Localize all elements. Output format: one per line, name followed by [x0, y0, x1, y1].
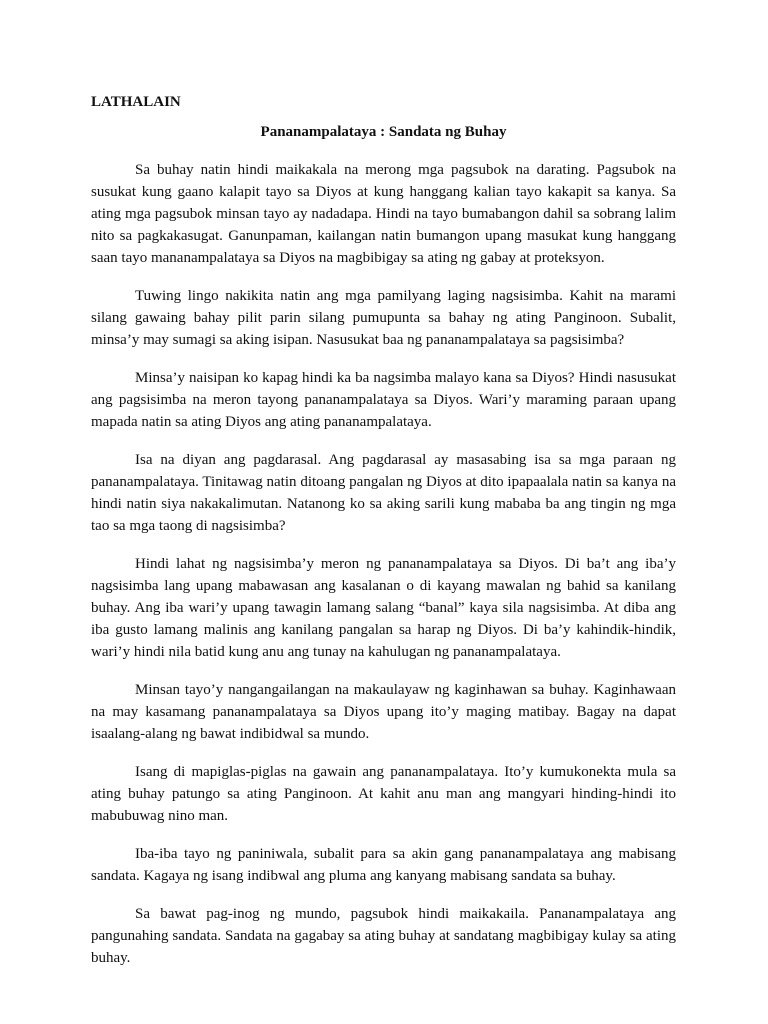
- paragraph-6: Minsan tayo’y nangangailangan na makaulayaw ng kaginhawan sa buhay. Kaginhawaan na may kasamang pananampalataya sa Diyos upang ito’y maging matibay. Bagay na dapat isaalang-alang ng bawat indibidwal sa mundo.: [91, 682, 676, 742]
- paragraph-2: Tuwing lingo nakikita natin ang mga pamilyang laging nagsisimba. Kahit na marami silang gawaing bahay pilit parin silang pumupunta sa bahay ng ating Panginoon. Subalit, minsa’y may sumagi sa aking isipan. Nasusukat baa ng pananampalataya sa pagsisimba?: [91, 288, 676, 348]
- section-label: LATHALAIN: [91, 94, 181, 110]
- paragraph-9: Sa bawat pag-inog ng mundo, pagsubok hindi maikakaila. Pananampalataya ang pangunahing sandata. Sandata na gagabay sa ating buhay at sandatang magbibigay kulay sa ating buhay.: [91, 906, 676, 966]
- paragraph-7: Isang di mapiglas-piglas na gawain ang pananampalataya. Ito’y kumukonekta mula sa ating buhay patungo sa ating Panginoon. At kahit anu man ang mangyari hinding-hindi ito mabubuwag nino man.: [91, 764, 676, 824]
- paragraph-5: Hindi lahat ng nagsisimba’y meron ng pananampalataya sa Diyos. Di ba’t ang iba’y nagsisimba lang upang mabawasan ang kasalanan o di kayang mawalan ng bahid sa kanilang buhay. Ang iba wari’y upang tawagin lamang salang “banal” kaya sila nagsisimba. At diba ang iba gusto lamang malinis ang kanilang pangalan sa harap ng Diyos. Di ba’y kahindik-hindik, wari’y hindi nila batid kung anu ang tunay na kahulugan ng pananampalataya.: [91, 556, 676, 660]
- paragraph-8: Iba-iba tayo ng paniniwala, subalit para sa akin gang pananampalataya ang mabisang sandata. Kagaya ng isang indibwal ang pluma ang kanyang mabisang sandata sa buhay.: [91, 846, 676, 884]
- document-title: Pananampalataya : Sandata ng Buhay: [260, 124, 507, 140]
- document-body: [91, 91, 676, 969]
- paragraph-3: Minsa’y naisipan ko kapag hindi ka ba nagsimba malayo kana sa Diyos? Hindi nasusukat ang pagsisimba na meron tayong pananampalataya sa Diyos. Wari’y maraming paraan upang mapada natin sa ating Diyos ang ating pananampalataya.: [91, 370, 676, 430]
- paragraph-1: Sa buhay natin hindi maikakala na merong mga pagsubok na darating. Pagsubok na susukat kung gaano kalapit tayo sa Diyos at kung hanggang kalian tayo kakapit sa kanya. Sa ating mga pagsubok minsan tayo ay nadadapa. Hindi na tayo bumabangon dahil sa sobrang lalim nito sa pagkakasugat. Ganunpaman, kailangan natin bumangon upang masukat kung hanggang saan tayo mananampalataya sa Diyos na magbibigay sa ating ng gabay at proteksyon.: [91, 162, 676, 266]
- paragraph-4: Isa na diyan ang pagdarasal. Ang pagdarasal ay masasabing isa sa mga paraan ng pananampalataya. Tinitawag natin ditoang pangalan ng Diyos at dito ipapaalala natin sa kanya na hindi natin siya nakakalimutan. Natanong ko sa aking sarili kung mababa ba ang tingin ng mga tao sa mga taong di nagsisimba?: [91, 452, 676, 534]
